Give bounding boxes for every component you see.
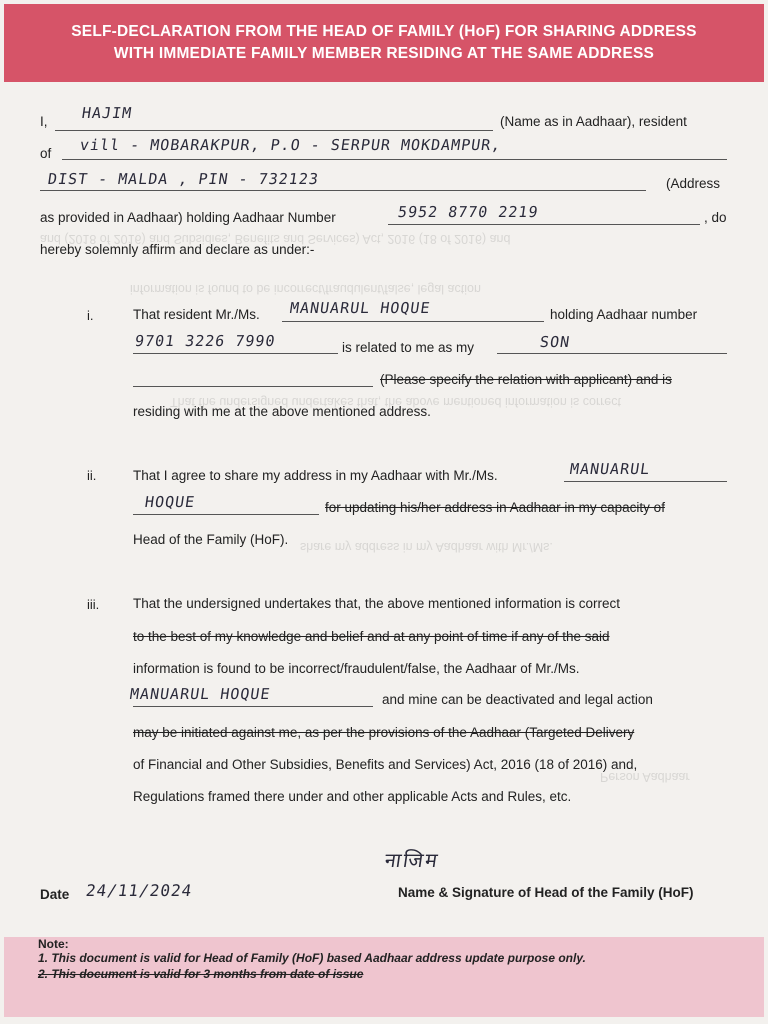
note-title: Note:: [38, 937, 69, 951]
item-iii-line7: Regulations framed there under and other applicable Acts and Rules, etc.: [133, 789, 572, 804]
intro-provided-text: as provided in Aadhaar) holding Aadhaar Number: [40, 210, 336, 225]
bleed-through-text: share my address in my Aadhaar with Mr./Ms.: [300, 540, 553, 554]
signature-label: Name & Signature of Head of the Family (HoF): [398, 885, 694, 900]
item-i-line1-prefix: That resident Mr./Ms.: [133, 307, 260, 322]
header-title-line2: WITH IMMEDIATE FAMILY MEMBER RESIDING AT THE SAME ADDRESS: [113, 45, 655, 62]
date-handwritten: 24/11/2024: [84, 881, 194, 900]
item-iii-line3: information is found to be incorrect/fraudulent/false, the Aadhaar of Mr./Ms.: [133, 661, 580, 676]
intro-affirm-text: hereby solemnly affirm and declare as under:-: [40, 242, 315, 257]
item-i-line2-mid: is related to me as my: [342, 340, 475, 355]
hof-signature: नाजिम: [383, 848, 441, 872]
member-aadhaar-handwritten: 9701 3226 7990: [133, 332, 277, 350]
address-line-2: [40, 190, 646, 191]
item-iii-number: iii.: [87, 597, 100, 612]
note-band: [4, 937, 764, 1017]
item-ii-line3: Head of the Family (HoF).: [133, 532, 289, 547]
item-iii-line1: That the undersigned undertakes that, the above mentioned information is correct: [133, 596, 621, 611]
bleed-through-text: Person Aadhaar: [600, 770, 690, 784]
bleed-through-text: and (2018 of 2016) and Subsidies, Benefits and Services) Act, 2016 (18 of 2016) and: [40, 232, 511, 246]
member-name-line-1: [282, 321, 544, 322]
item-i-line3-suffix: (Please specify the relation with applicant) and is: [380, 372, 672, 387]
item-i-line4: residing with me at the above mentioned address.: [133, 404, 431, 419]
item-ii-line1-prefix: That I agree to share my address in my Aadhaar with Mr./Ms.: [133, 468, 498, 483]
hof-aadhaar-line: [388, 224, 700, 225]
item-ii-line2-suffix: for updating his/her address in Aadhaar in my capacity of: [325, 500, 665, 515]
intro-do-label: , do: [704, 210, 727, 225]
member-name-handwritten-1: MANUARUL HOQUE: [288, 299, 432, 317]
member-name-line-3: [133, 706, 373, 707]
address-handwritten-2: DIST - MALDA , PIN - 732123: [46, 170, 321, 188]
hof-name-line: [55, 130, 493, 131]
intro-of-label: of: [40, 146, 52, 161]
member-name-handwritten-2a: MANUARUL: [568, 460, 652, 478]
hof-aadhaar-handwritten: 5952 8770 2219: [396, 203, 540, 221]
item-iii-line4-suffix: and mine can be deactivated and legal action: [382, 692, 653, 707]
address-line-1: [62, 159, 727, 160]
member-name-line-2b: [133, 514, 319, 515]
member-name-line-2a: [564, 481, 727, 482]
note-item-2: 2. This document is valid for 3 months from date of issue: [38, 967, 364, 981]
intro-i-label: I,: [40, 114, 48, 129]
item-i-number: i.: [87, 308, 94, 323]
note-item-1: 1. This document is valid for Head of Family (HoF) based Aadhaar address update purpose only.: [38, 951, 586, 965]
bleed-through-text: That the undersigned undertakes that, the above mentioned information is correct: [170, 395, 621, 409]
item-iii-line2: to the best of my knowledge and belief and at any point of time if any of the said: [133, 629, 610, 644]
relation-line: [497, 353, 727, 354]
hof-name-handwritten: HAJIM: [80, 104, 134, 122]
relation-handwritten: SON: [538, 333, 572, 351]
date-label: Date: [40, 887, 70, 902]
address-handwritten-1: vill - MOBARAKPUR, P.O - SERPUR MOKDAMPUR,: [78, 136, 503, 154]
intro-name-suffix: (Name as in Aadhaar), resident: [500, 114, 687, 129]
bleed-through-text: information is found to be incorrect/fraudulent/false, legal action: [130, 282, 481, 296]
header-title-line1: SELF-DECLARATION FROM THE HEAD OF FAMILY (HoF) FOR SHARING ADDRESS: [71, 23, 697, 40]
member-name-handwritten-2b: HOQUE: [143, 493, 197, 511]
item-iii-line6: of Financial and Other Subsidies, Benefits and Services) Act, 2016 (18 of 2016) and,: [133, 757, 638, 772]
member-name-handwritten-3: MANUARUL HOQUE: [128, 685, 272, 703]
item-i-line1-suffix: holding Aadhaar number: [550, 307, 698, 322]
member-aadhaar-line: [133, 353, 338, 354]
item-ii-number: ii.: [87, 468, 97, 483]
header-banner: [4, 4, 764, 82]
intro-address-suffix: (Address: [666, 176, 721, 191]
item-iii-line5: may be initiated against me, as per the provisions of the Aadhaar (Targeted Delivery: [133, 725, 635, 740]
relation-line-2: [133, 386, 373, 387]
